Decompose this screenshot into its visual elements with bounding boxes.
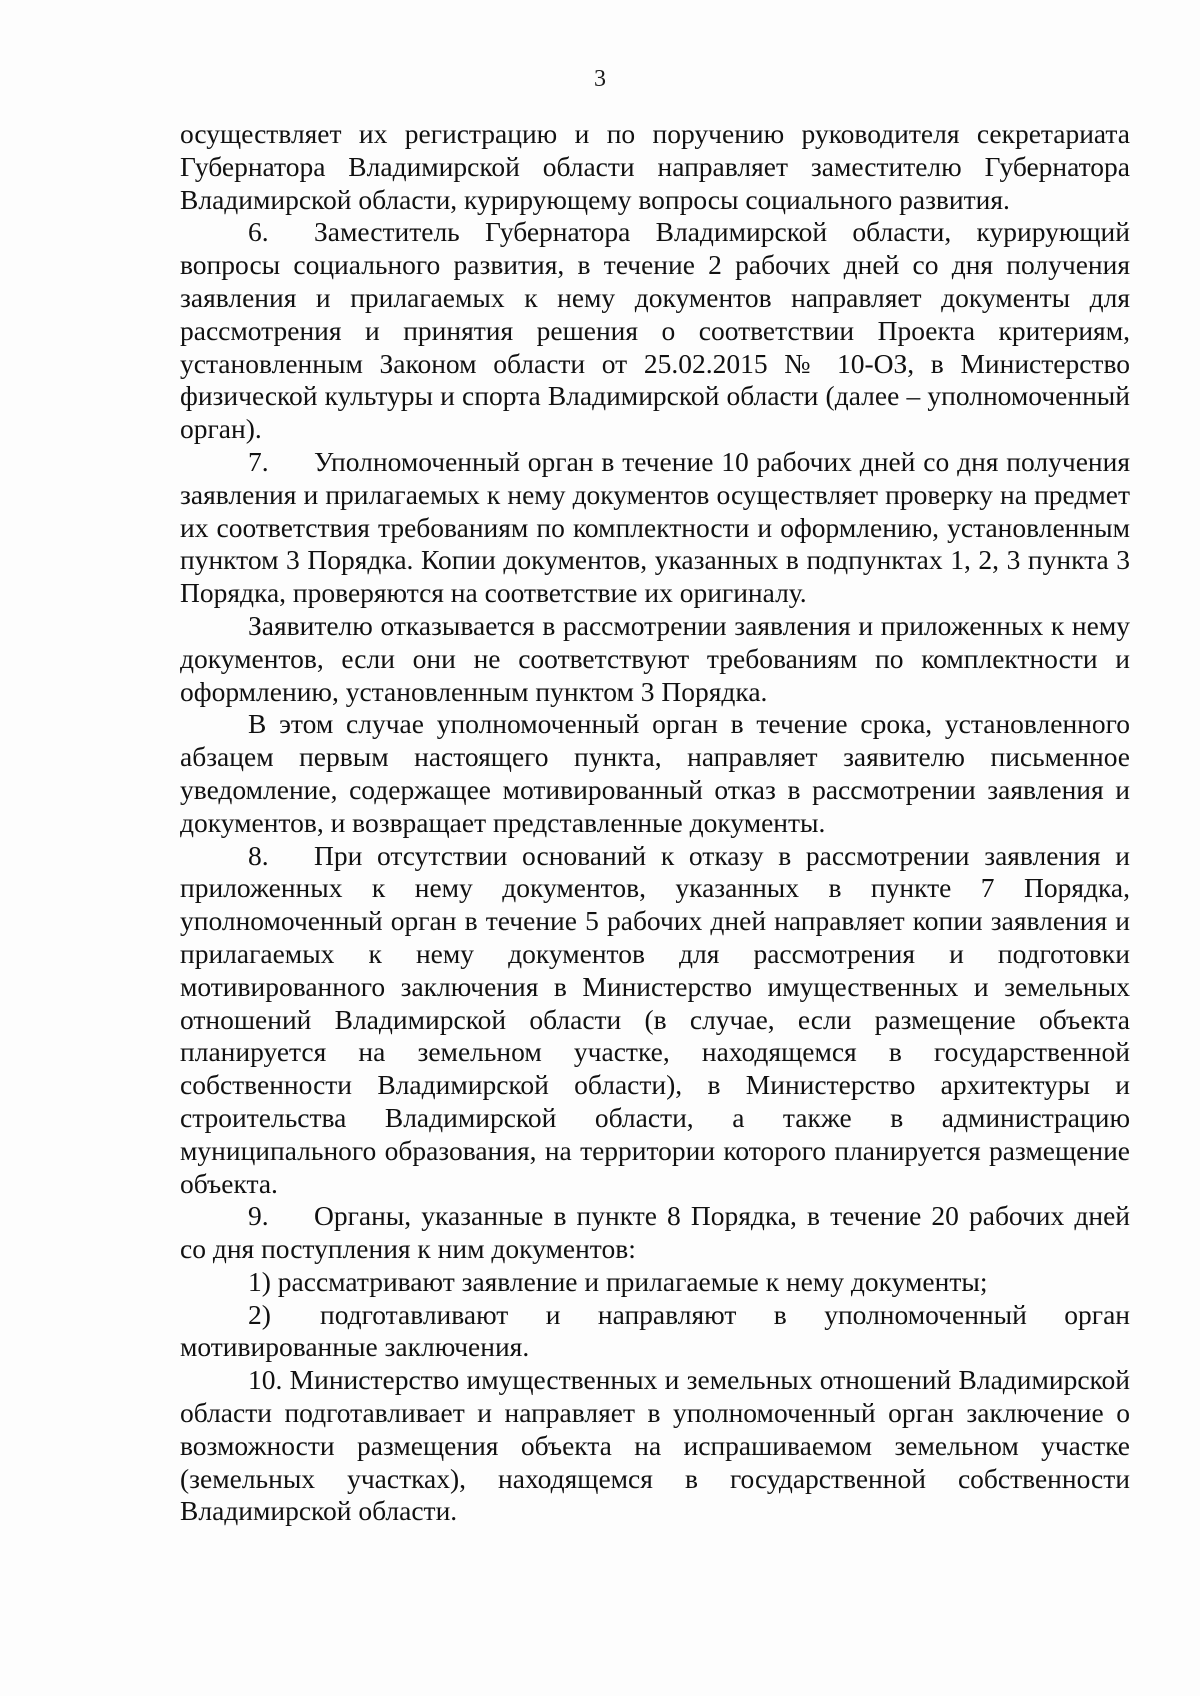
- paragraph-text: 1) рассматривают заявление и прилагаемые к нему документы;: [248, 1265, 988, 1297]
- paragraph-number: 8.: [248, 839, 269, 871]
- paragraph-text: Заявителю отказывается в рассмотрении заявления и приложенных к нему документов, если они не соответствуют требованиям по комплектности и оформлению, установленным пунктом 3 Порядка.: [180, 609, 1130, 707]
- paragraph-number: 2): [248, 1298, 271, 1330]
- paragraph-text: осуществляет их регистрацию и по поручению руководителя секретариата Губернатора Владимирской области направляет заместителю Губернатора Владимирской области, курирующему вопросы социального развития.: [180, 118, 1130, 215]
- paragraph-9-item-2: [180, 1299, 1130, 1365]
- paragraph-7-abzac-2: [180, 610, 1130, 708]
- paragraph-number: 9.: [248, 1200, 269, 1232]
- paragraph-text: 10. Министерство имущественных и земельных отношений Владимирской области подготавливает и направляет в уполномоченный орган заключение о возможности размещения объекта на испрашиваемом земельном участке (земельных участках), находящемся в государственной собственности Владимирской области.: [180, 1364, 1130, 1527]
- paragraph-7-abzac-3: [180, 708, 1130, 839]
- paragraph-text: В этом случае уполномоченный орган в течение срока, установленного абзацем первым настоящего пункта, направляет заявителю письменное уведомление, содержащее мотивированный отказ в рассмотрении заявления и документов, и возвращает представленные документы.: [180, 708, 1130, 838]
- paragraph-7: [180, 446, 1130, 610]
- paragraph-text: Заместитель Губернатора Владимирской области, курирующий вопросы социального развития, в течение 2 рабочих дней со дня получения заявления и прилагаемых к нему документов направляет документы для рассмотрения и принятия решения о соответствии Проекта критериям, установленным Законом области от 25.02.2015 № 10-ОЗ, в Министерство физической культуры и спорта Владимирской области (далее – уполномоченный орган).: [180, 216, 1130, 445]
- paragraph-text: Уполномоченный орган в течение 10 рабочих дней со дня получения заявления и прилагаемых к нему документов осуществляет проверку на предмет их соответствия требованиям по комплектности и оформлению, установленным пунктом 3 Порядка. Копии документов, указанных в подпунктах 1, 2, 3 пункта 3 Порядка, проверяются на соответствие их оригиналу.: [180, 445, 1130, 609]
- paragraph-9-item-1: [180, 1266, 1130, 1299]
- paragraph-continuation: [180, 118, 1130, 216]
- paragraph-number: 6.: [248, 216, 269, 248]
- paragraph-text: При отсутствии оснований к отказу в рассмотрении заявления и приложенных к нему документов, указанных в пункте 7 Порядка, уполномоченный орган в течение 5 рабочих дней направляет копии заявления и прилагаемых к нему документов для рассмотрения и подготовки мотивированного заключения в Министерство имущественных и земельных отношений Владимирской области (в случае, если размещение объекта планируется на земельном участке, находящемся в государственной собственности Владимирской области), в Министерство архитектуры и строительства Владимирской области, а также в администрацию муниципального образования, на территории которого планируется размещение объекта.: [180, 839, 1130, 1199]
- paragraph-9: [180, 1200, 1130, 1266]
- paragraph-6: [180, 216, 1130, 446]
- paragraph-10: [180, 1364, 1130, 1528]
- paragraph-number: 7.: [248, 445, 269, 477]
- paragraph-8: [180, 840, 1130, 1201]
- paragraph-text: Органы, указанные в пункте 8 Порядка, в течение 20 рабочих дней со дня поступления к ним документов:: [180, 1200, 1130, 1265]
- document-body: [180, 118, 1130, 1528]
- paragraph-text: подготавливают и направляют в уполномоченный орган мотивированные заключения.: [180, 1298, 1130, 1363]
- page-number: 3: [594, 66, 606, 92]
